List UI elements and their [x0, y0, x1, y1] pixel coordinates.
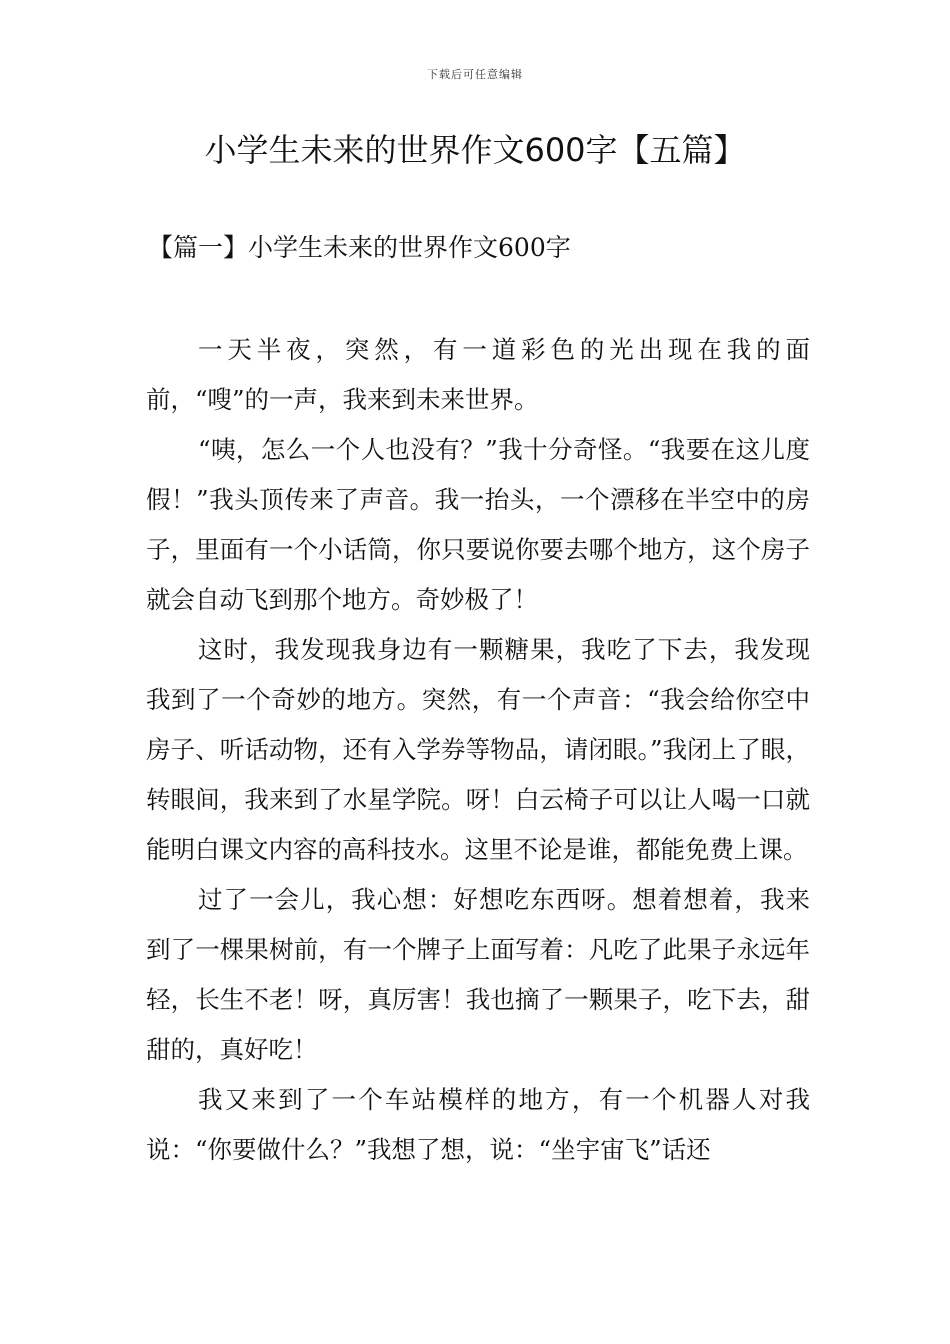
header-note: 下载后可任意编辑	[427, 68, 523, 81]
paragraph: “咦，怎么一个人也没有？”我十分奇怪。“我要在这儿度假！”我头顶传来了声音。我一抬头，一个漂移在半空中的房子，里面有一个小话筒，你只要说你要去哪个地方，这个房子就会自动飞到那个地方。奇妙极了！	[146, 435, 810, 614]
paragraph: 这时，我发现我身边有一颗糖果，我吃了下去，我发现我到了一个奇妙的地方。突然，有一个声音：“我会给你空中房子、听话动物，还有入学券等物品，请闭眼。”我闭上了眼，转眼间，我来到了水星学院。呀！白云椅子可以让人喝一口就能明白课文内容的高科技水。这里不论是谁，都能免费上课。	[146, 635, 810, 864]
paragraph: 一天半夜，突然，有一道彩色的光出现在我的面前，“嗖”的一声，我来到未来世界。	[146, 335, 810, 414]
document-title: 小学生未来的世界作文600字【五篇】	[204, 131, 746, 169]
article-body	[146, 325, 810, 1175]
paragraph: 过了一会儿，我心想：好想吃东西呀。想着想着，我来到了一棵果树前，有一个牌子上面写着：凡吃了此果子永远年轻，长生不老！呀，真厉害！我也摘了一颗果子，吃下去，甜甜的，真好吃！	[146, 885, 810, 1064]
section-heading: 【篇一】小学生未来的世界作文600字	[148, 233, 571, 262]
paragraph: 我又来到了一个车站模样的地方，有一个机器人对我说：“你要做什么？”我想了想，说：“坐宇宙飞”话还	[146, 1085, 810, 1164]
